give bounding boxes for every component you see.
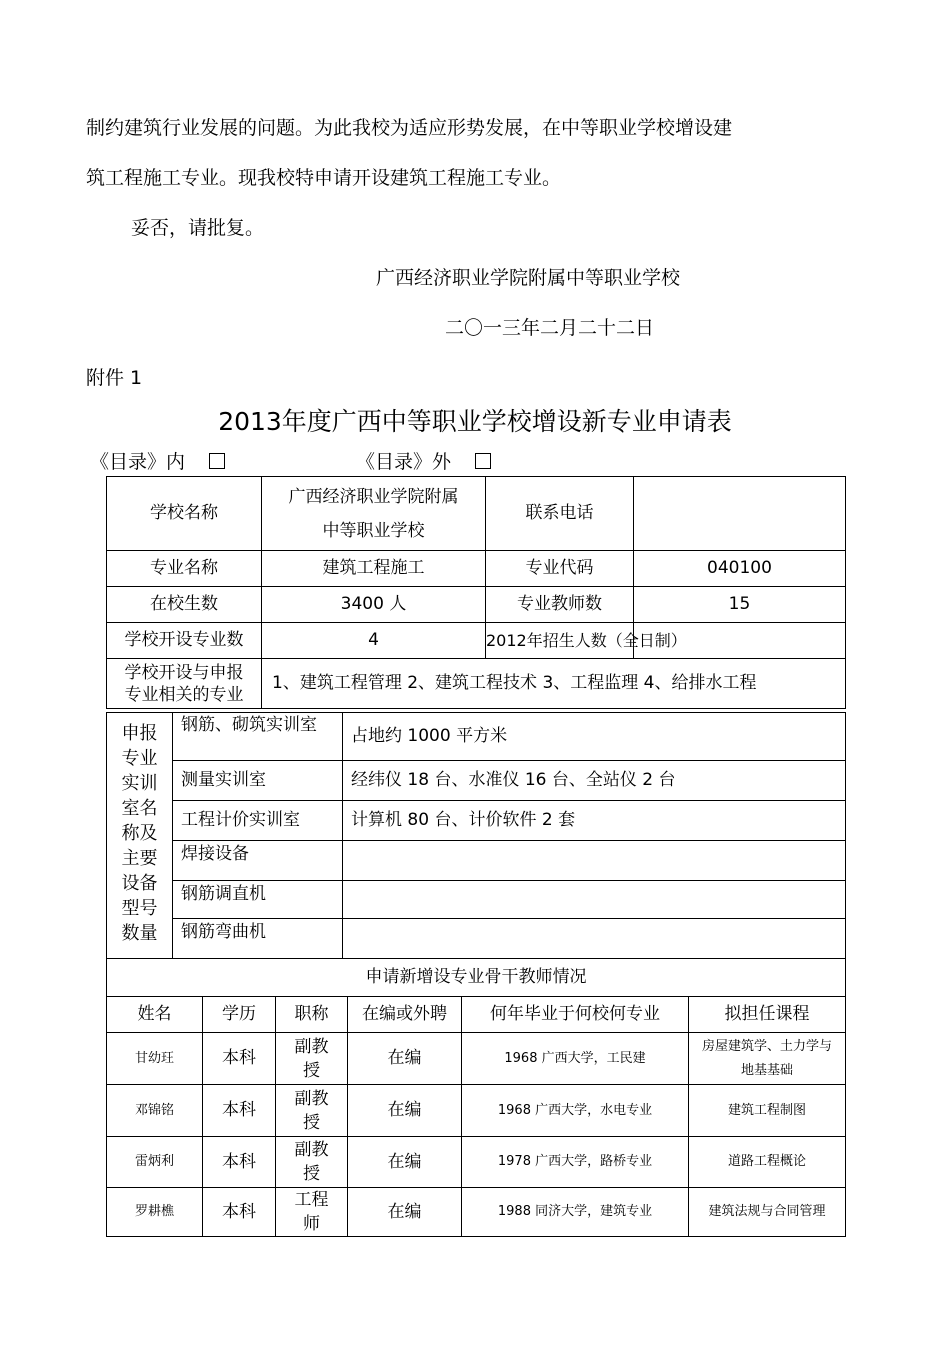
teacher-degree: 本科 [203, 1188, 276, 1237]
teacher-status: 在编 [348, 1085, 462, 1137]
lab-name: 工程计价实训室 [173, 801, 343, 841]
teacher-course: 建筑法规与合同管理 [689, 1188, 846, 1237]
teachers-label: 专业教师数 [486, 587, 634, 623]
application-table [106, 476, 846, 709]
teacher-name: 邓锦铭 [107, 1085, 203, 1137]
teacher-course: 建筑工程制图 [689, 1085, 846, 1137]
major-code-label: 专业代码 [486, 551, 634, 587]
teacher-name: 雷炳利 [107, 1137, 203, 1188]
major-code-value: 040100 [634, 551, 846, 587]
letter-line-2: 筑工程施工专业。现我校特申请开设建筑工程施工专业。 [86, 167, 562, 189]
letter-signature: 广西经济职业学院附属中等职业学校 [376, 267, 681, 289]
school-name-line-2: 中等职业学校 [322, 520, 425, 541]
table-row [107, 1033, 846, 1085]
teacher-graduation: 1988 同济大学，建筑专业 [462, 1188, 689, 1237]
lab-section-label-text: 申报专业实训室名称及主要设备型号数量 [121, 723, 158, 944]
form-title: 2013年度广西中等职业学校增设新专业申请表 [218, 407, 732, 436]
students-value: 3400 人 [262, 587, 486, 623]
related-label-line-2: 专业相关的专业 [124, 684, 244, 705]
teacher-status: 在编 [348, 1188, 462, 1237]
teacher-graduation: 1978 广西大学，路桥专业 [462, 1137, 689, 1188]
lab-name: 钢筋、砌筑实训室 [173, 713, 343, 761]
majors-count-value: 4 [262, 623, 486, 659]
teacher-status: 在编 [348, 1137, 462, 1188]
lab-section-label [107, 713, 173, 959]
lab-detail [343, 881, 846, 919]
major-name-label: 专业名称 [107, 551, 262, 587]
table-row [107, 1188, 846, 1237]
teacher-name: 甘幼玨 [107, 1033, 203, 1085]
major-name-value: 建筑工程施工 [262, 551, 486, 587]
catalog-out [356, 447, 491, 474]
catalog-out-label: 《目录》外 [356, 451, 452, 473]
related-label-line-1: 学校开设与申报 [124, 662, 244, 683]
teacher-header: 拟担任课程 [689, 997, 846, 1033]
teacher-header: 学历 [203, 997, 276, 1033]
catalog-in-checkbox[interactable] [209, 453, 225, 469]
majors-count-label: 学校开设专业数 [107, 623, 262, 659]
teacher-name: 罗耕樵 [107, 1188, 203, 1237]
teacher-title: 副教授 [276, 1137, 348, 1188]
table-row [107, 1137, 846, 1188]
letter-closing: 妥否，请批复。 [131, 217, 265, 239]
table-row [107, 1085, 846, 1137]
phone-value [634, 477, 846, 551]
teacher-title: 副教授 [276, 1085, 348, 1137]
catalog-in-label: 《目录》内 [90, 451, 186, 473]
teacher-course: 房屋建筑学、土力学与地基基础 [689, 1033, 846, 1085]
attachment-label: 附件 1 [86, 367, 143, 389]
lab-detail [343, 919, 846, 959]
lab-table [106, 712, 846, 997]
lab-name: 钢筋调直机 [173, 881, 343, 919]
teacher-degree: 本科 [203, 1085, 276, 1137]
teacher-title: 工程师 [276, 1188, 348, 1237]
students-label: 在校生数 [107, 587, 262, 623]
teacher-header: 职称 [276, 997, 348, 1033]
teacher-table [106, 996, 846, 1237]
lab-detail: 经纬仪 18 台、水准仪 16 台、全站仪 2 台 [343, 761, 846, 801]
teacher-header: 何年毕业于何校何专业 [462, 997, 689, 1033]
letter-line-1: 制约建筑行业发展的问题。为此我校为适应形势发展，在中等职业学校增设建 [86, 117, 733, 139]
school-name-label: 学校名称 [107, 477, 262, 551]
teacher-graduation: 1968 广西大学，水电专业 [462, 1085, 689, 1137]
teacher-graduation: 1968 广西大学，工民建 [462, 1033, 689, 1085]
catalog-out-checkbox[interactable] [475, 453, 491, 469]
teacher-title: 副教授 [276, 1033, 348, 1085]
teacher-header: 在编或外聘 [348, 997, 462, 1033]
school-name-line-1: 广西经济职业学院附属 [288, 486, 459, 507]
letter-date: 二〇一三年二月二十二日 [445, 317, 655, 339]
lab-detail: 占地约 1000 平方米 [343, 713, 846, 761]
teachers-value: 15 [634, 587, 846, 623]
teacher-degree: 本科 [203, 1033, 276, 1085]
enrollment-label: 2012年招生人数（全日制） [486, 623, 634, 659]
related-majors-label [107, 659, 262, 709]
teacher-degree: 本科 [203, 1137, 276, 1188]
related-majors-value: 1、建筑工程管理 2、建筑工程技术 3、工程监理 4、给排水工程 [262, 659, 846, 709]
lab-detail: 计算机 80 台、计价软件 2 套 [343, 801, 846, 841]
lab-detail [343, 841, 846, 881]
teacher-status: 在编 [348, 1033, 462, 1085]
catalog-in [90, 447, 225, 474]
school-name-value [262, 477, 486, 551]
lab-name: 焊接设备 [173, 841, 343, 881]
teacher-section-title: 申请新增设专业骨干教师情况 [107, 959, 846, 997]
lab-name: 测量实训室 [173, 761, 343, 801]
teacher-course: 道路工程概论 [689, 1137, 846, 1188]
teacher-header: 姓名 [107, 997, 203, 1033]
lab-name: 钢筋弯曲机 [173, 919, 343, 959]
phone-label: 联系电话 [486, 477, 634, 551]
